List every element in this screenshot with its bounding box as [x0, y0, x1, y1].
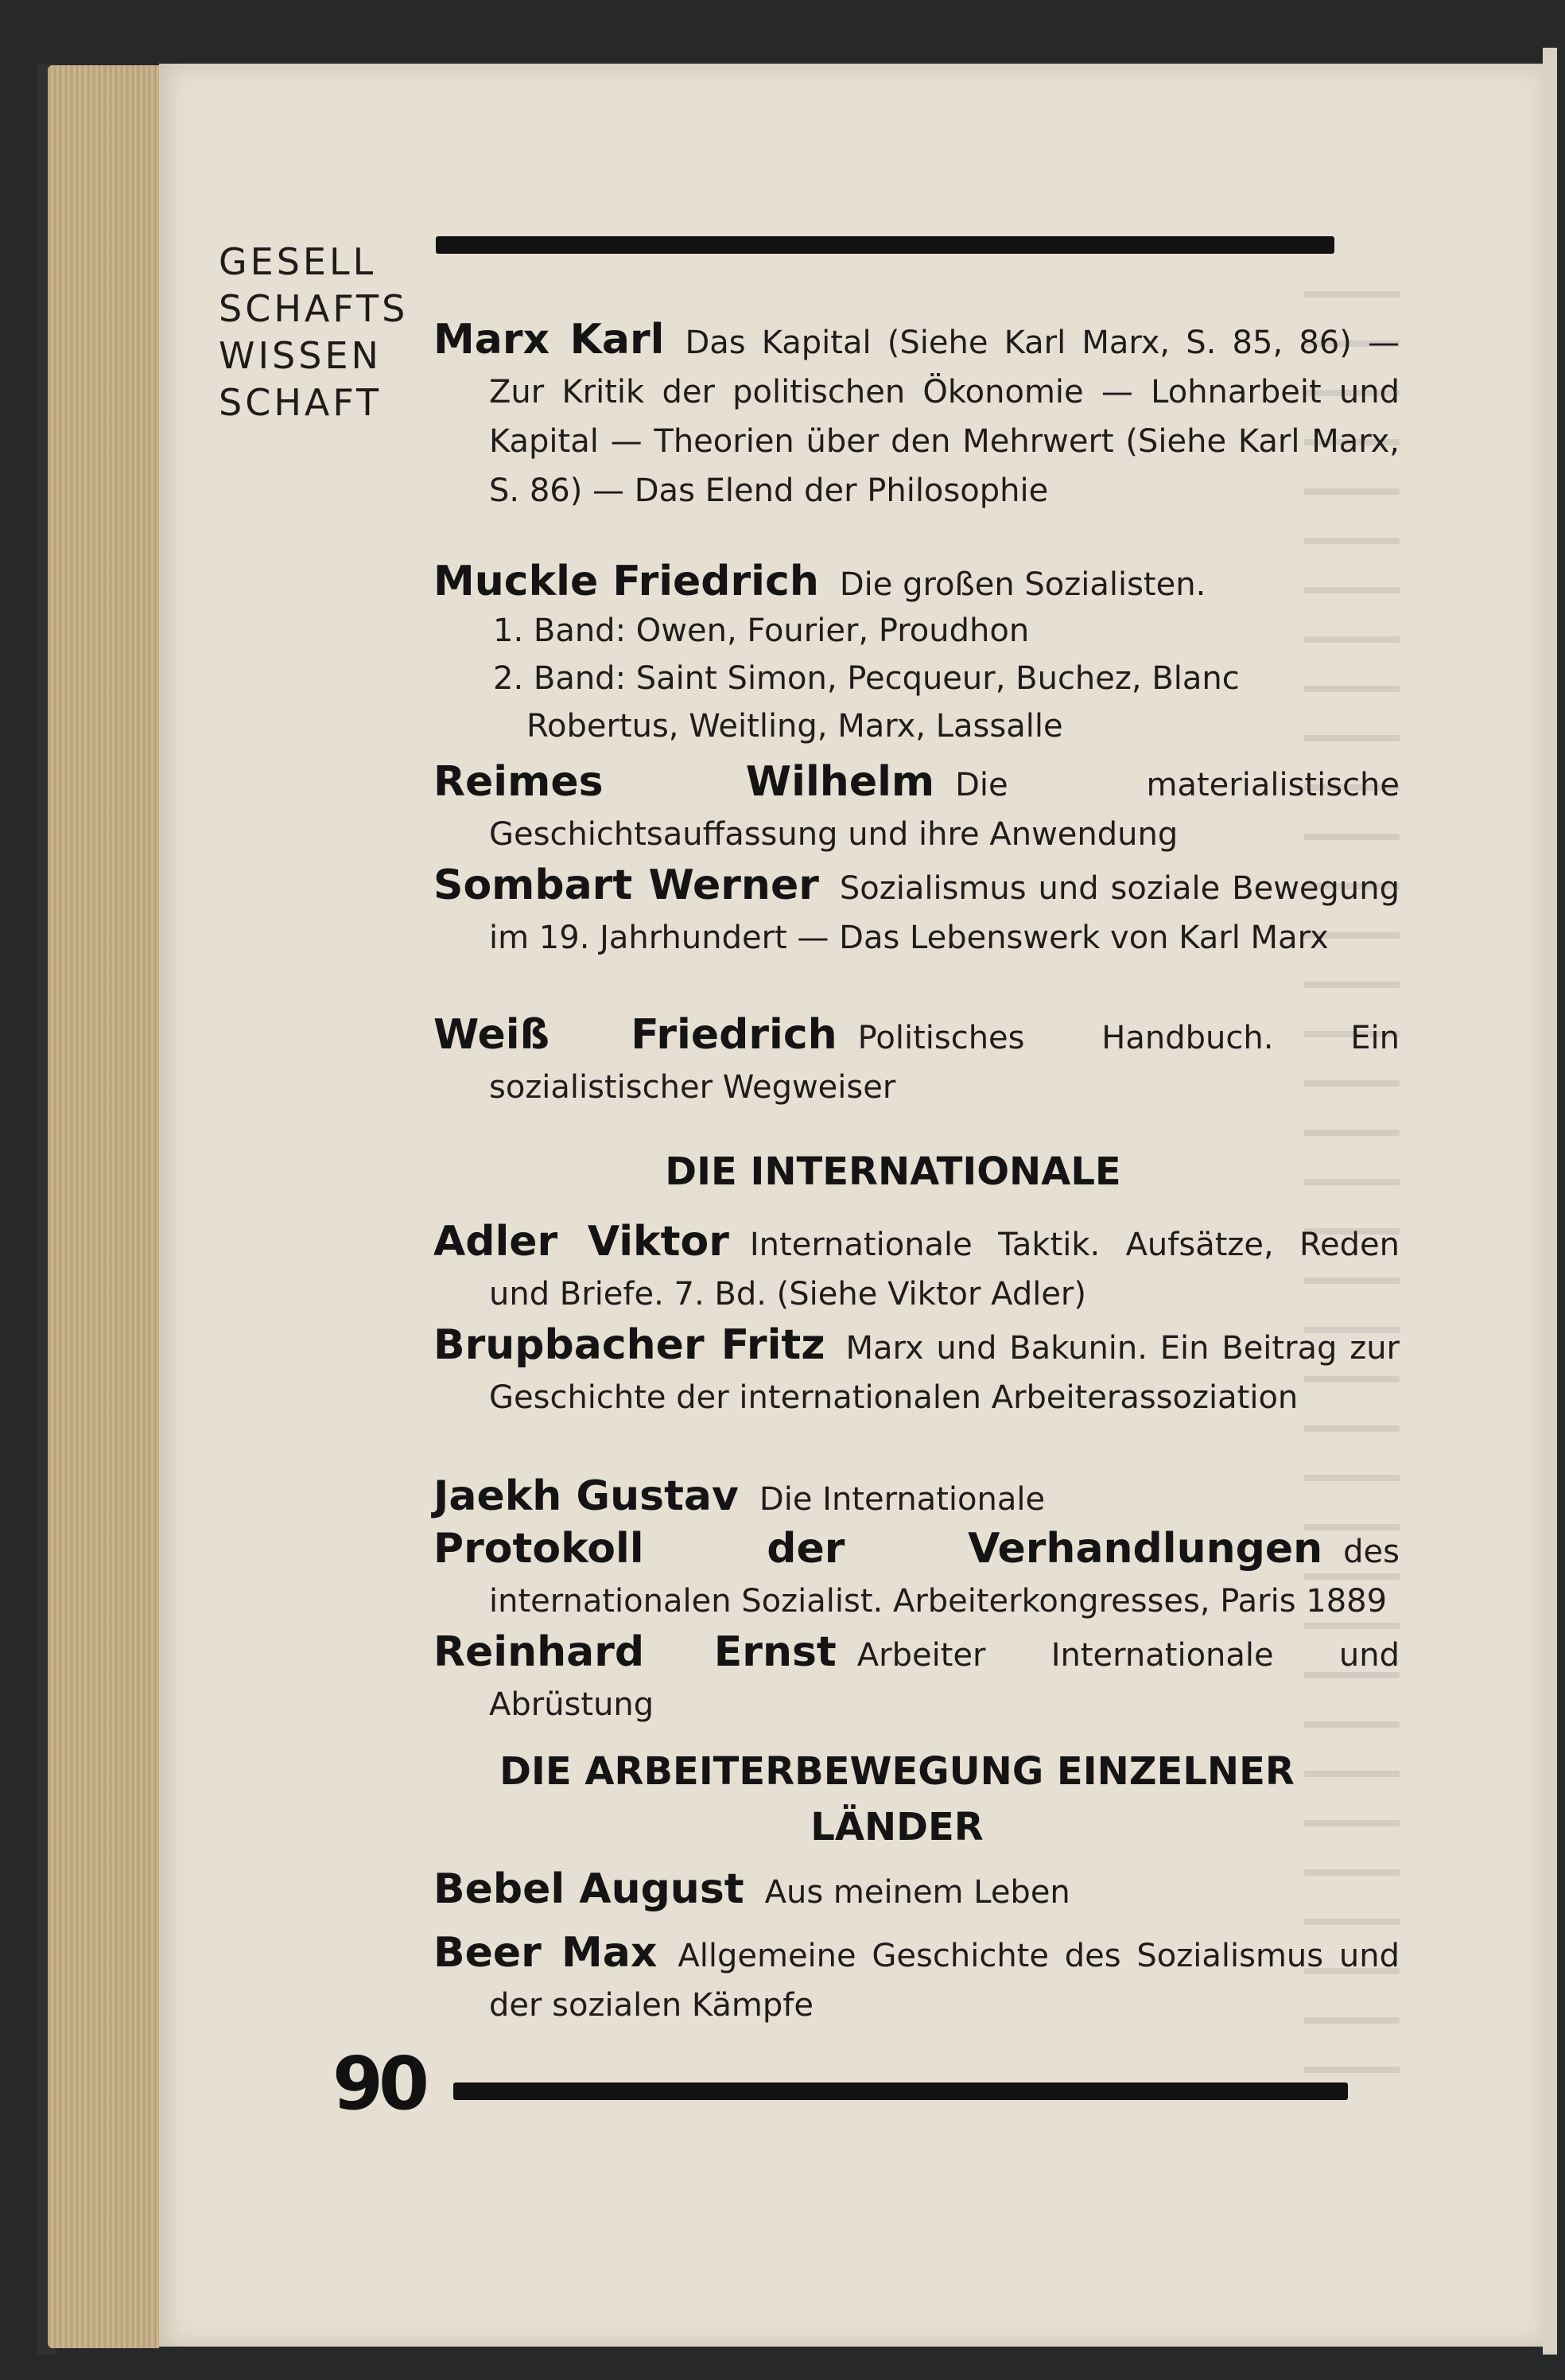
side-heading-line: SCHAFT — [219, 381, 383, 424]
author-name: Brupbacher Fritz — [433, 1321, 825, 1369]
author-name: Muckle Friedrich — [433, 558, 819, 605]
author-name: Reimes Wilhelm — [433, 758, 935, 806]
bibliography-entry — [433, 1865, 1400, 1917]
bottom-rule — [453, 2082, 1348, 2100]
volume-label: 1. Band: — [493, 612, 627, 649]
author-name: Sombart Werner — [433, 861, 819, 909]
volume-text: Saint Simon, Pecqueur, Buchez, Blanc — [635, 660, 1240, 697]
entry-text: Allgemeine Geschichte des Sozialismus und der sozialen Kämpfe — [489, 1938, 1400, 2024]
entry-text: Sozialismus und soziale Bewegung im 19. Jahrhundert — Das Lebenswerk von Karl Marx — [489, 870, 1400, 956]
side-heading-line: GESELL — [219, 240, 377, 283]
bibliography-entry — [433, 757, 1400, 859]
entry-text: Marx und Bakunin. Ein Beitrag zur Geschichte der internationalen Arbeiterassoziation — [489, 1330, 1400, 1416]
bibliography-entry — [433, 315, 1400, 515]
entry-text: Die Internationale — [759, 1481, 1046, 1518]
bibliography-entry — [433, 1010, 1400, 1112]
side-heading-line: SCHAFTS — [219, 287, 409, 330]
bibliography-entry — [433, 1217, 1400, 1319]
section-title: LÄNDER — [810, 1805, 984, 1849]
bibliography-entry — [433, 1628, 1400, 1729]
bibliography-entry — [433, 861, 1400, 962]
author-name: Reinhard Ernst — [433, 1628, 837, 1676]
bibliography-entry — [433, 557, 1400, 609]
author-name: Bebel August — [433, 1865, 744, 1913]
page-edges — [48, 65, 159, 2348]
entry-text: Arbeiter Internationale und Abrüstung — [489, 1637, 1400, 1723]
entry-text: Das Kapital (Siehe Karl Marx, S. 85, 86) — Zur Kritik der politischen Ökonomie — Lohnarbeit und Kapital — Theorien über den Mehrwert (Siehe Karl Marx, S. 86) — Das Elend der Philosophie — [489, 325, 1400, 509]
author-name: Weiß Friedrich — [433, 1011, 837, 1059]
entry-text: Die materialistische Geschichtsauffassung und ihre Anwendung — [489, 767, 1400, 853]
author-name: Marx Karl — [433, 316, 665, 364]
entry-text: Aus meinem Leben — [764, 1874, 1070, 1911]
bibliography-entry — [433, 1472, 1400, 1524]
bibliography-entry — [433, 1320, 1400, 1422]
side-heading — [219, 239, 408, 426]
volume-label: 2. Band: — [493, 660, 627, 697]
section-title: DIE INTERNATIONALE — [665, 1149, 1121, 1194]
author-name: Beer Max — [433, 1929, 658, 1977]
bibliography-entry — [433, 1928, 1400, 2030]
entry-text: Politisches Handbuch. Ein sozialistischer Wegweiser — [489, 1020, 1400, 1106]
volume-text: Owen, Fourier, Proudhon — [635, 612, 1030, 649]
entry-text: des internationalen Sozialist. Arbeiterkongresses, Paris 1889 — [489, 1534, 1400, 1620]
entry-text: Die großen Sozialisten. — [839, 566, 1206, 603]
page-number: 90 — [332, 2041, 425, 2126]
facing-page-edge — [1543, 48, 1557, 2355]
section-title: DIE ARBEITERBEWEGUNG EINZELNER — [499, 1749, 1295, 1794]
bibliography-entry — [433, 1524, 1400, 1626]
top-rule — [436, 236, 1334, 254]
side-heading-line: WISSEN — [219, 334, 382, 377]
entry-text: Internationale Taktik. Aufsätze, Reden und Briefe. 7. Bd. (Siehe Viktor Adler) — [489, 1227, 1400, 1312]
volume-line — [493, 654, 1240, 703]
author-name: Adler Viktor — [433, 1218, 729, 1266]
author-name: Protokoll der Verhandlungen — [433, 1525, 1323, 1573]
author-name: Jaekh Gustav — [433, 1472, 739, 1520]
volume-line — [493, 606, 1029, 655]
volume-continuation: Robertus, Weitling, Marx, Lassalle — [526, 708, 1063, 745]
